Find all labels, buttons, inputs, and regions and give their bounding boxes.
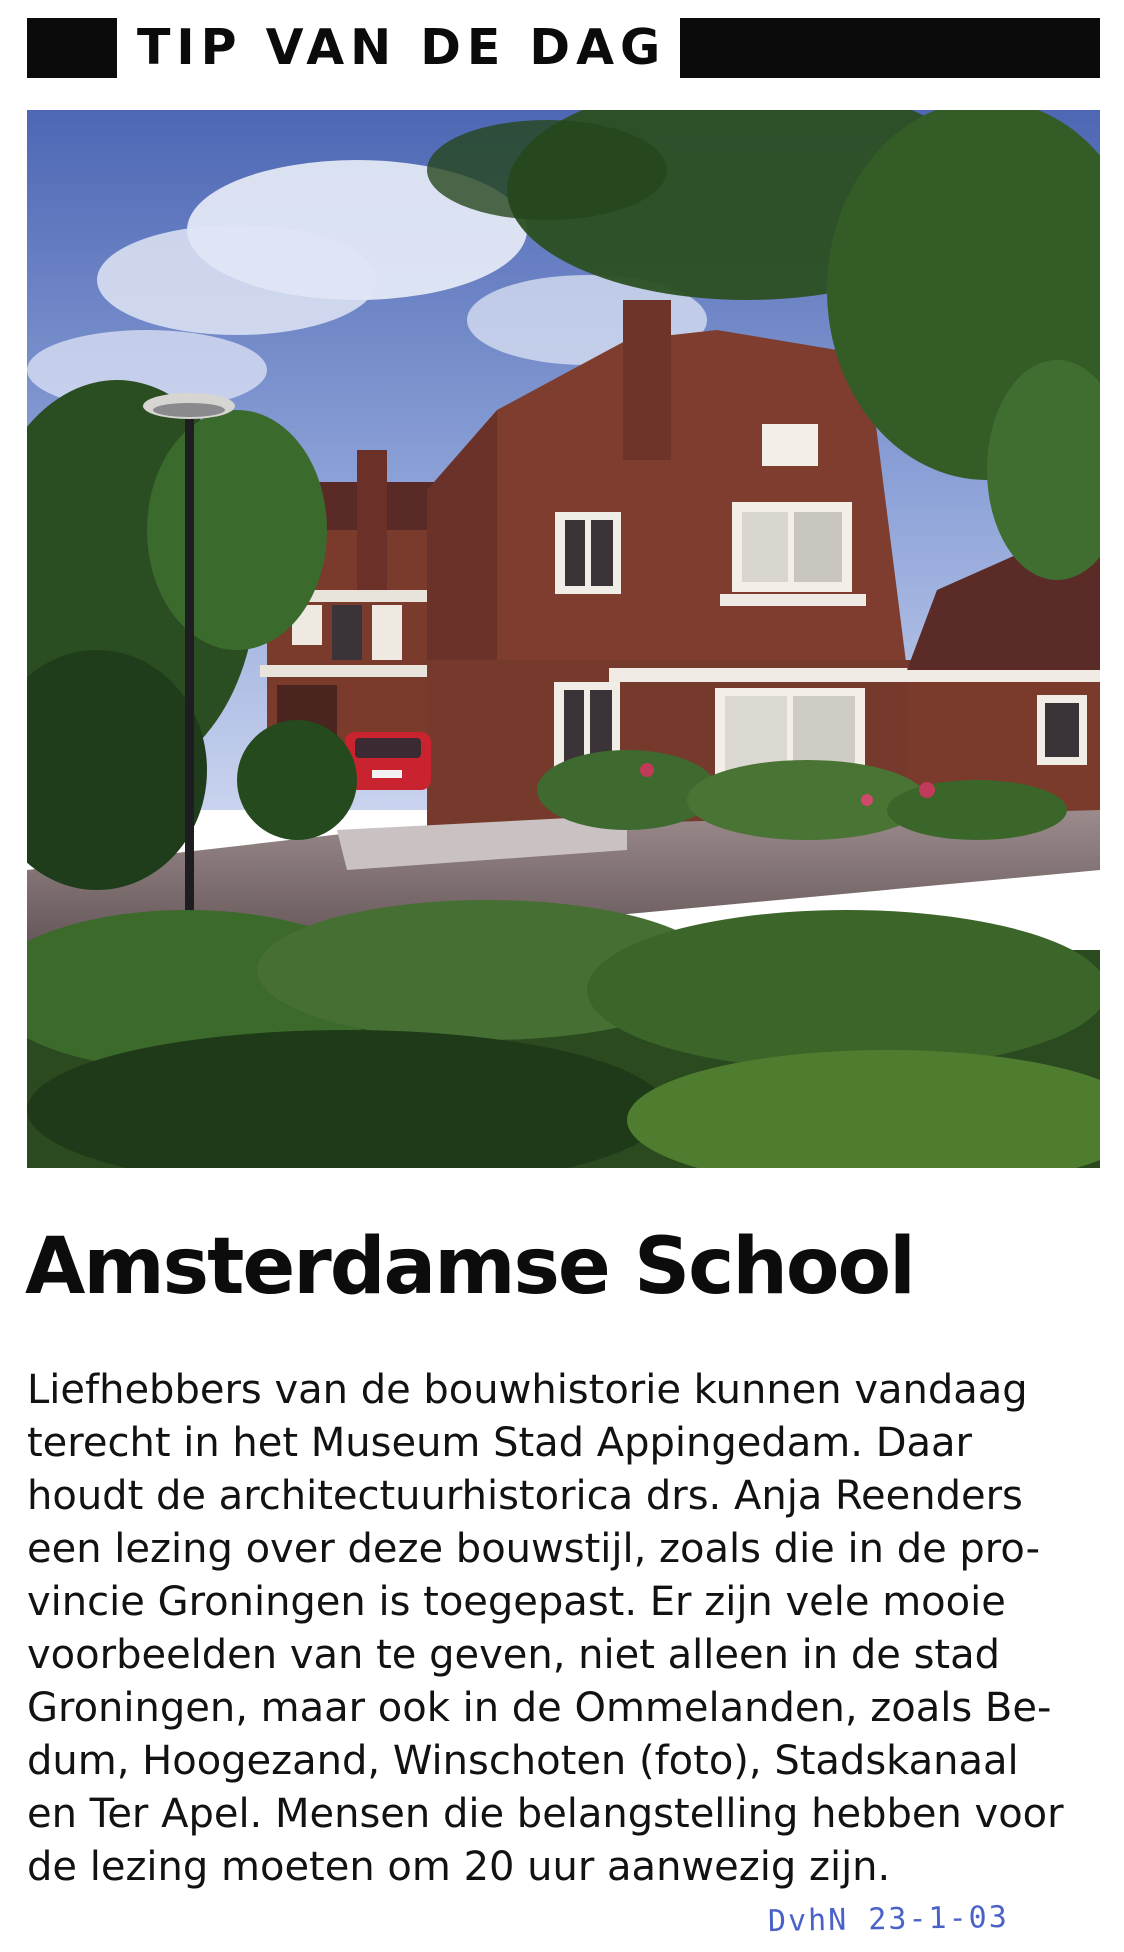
body-line: terecht in het Museum Stad Appingedam. Daar bbox=[27, 1420, 972, 1466]
article-headline: Amsterdamse School bbox=[25, 1222, 914, 1312]
article-photo bbox=[27, 110, 1100, 1168]
body-line: en Ter Apel. Mensen die belangstelling hebben voor bbox=[27, 1791, 1064, 1837]
handwritten-annotation: DvhN 23-1-03 bbox=[767, 1899, 1010, 1940]
body-line: de lezing moeten om 20 uur aanwezig zijn. bbox=[27, 1844, 891, 1890]
body-line: Groningen, maar ook in de Ommelanden, zoals Be- bbox=[27, 1685, 1052, 1731]
body-line: een lezing over deze bouwstijl, zoals die in de pro- bbox=[27, 1526, 1041, 1572]
article-body bbox=[27, 1364, 1117, 1894]
body-line: houdt de architectuurhistorica drs. Anja Reenders bbox=[27, 1473, 1023, 1519]
section-label: TIP VAN DE DAG bbox=[117, 18, 680, 78]
red-car bbox=[345, 732, 431, 790]
body-line: dum, Hoogezand, Winschoten (foto), Stadskanaal bbox=[27, 1738, 1019, 1784]
foreground-hedge bbox=[27, 900, 1100, 1168]
body-line: Liefhebbers van de bouwhistorie kunnen vandaag bbox=[27, 1367, 1028, 1413]
body-line: vincie Groningen is toegepast. Er zijn vele mooie bbox=[27, 1579, 1006, 1625]
body-line: voorbeelden van te geven, niet alleen in de stad bbox=[27, 1632, 1000, 1678]
section-banner bbox=[27, 18, 1100, 78]
